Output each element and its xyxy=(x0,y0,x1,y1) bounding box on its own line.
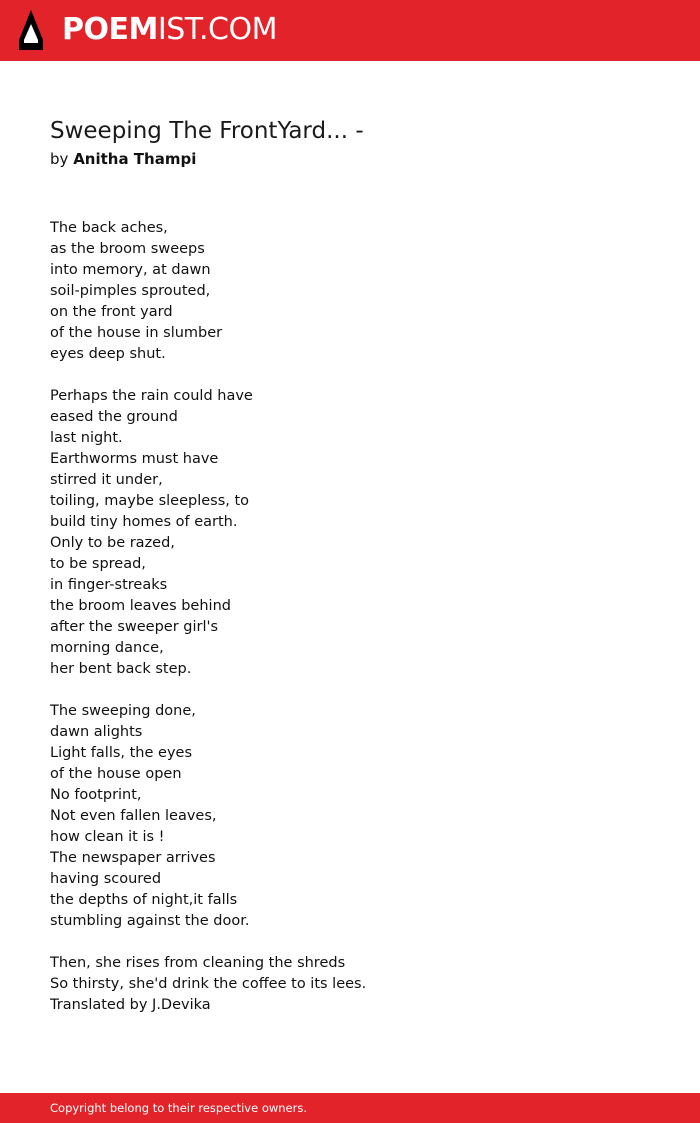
poem-line: of the house in slumber xyxy=(50,325,223,341)
poem-line: Light falls, the eyes xyxy=(50,745,192,761)
site-logo[interactable] xyxy=(62,12,277,48)
poem-line: of the house open xyxy=(50,766,182,782)
stanza xyxy=(50,701,650,932)
poem-line: last night. xyxy=(50,430,123,446)
poem-line: the depths of night,it falls xyxy=(50,892,238,908)
poem-line: having scoured xyxy=(50,871,162,887)
stanza xyxy=(50,218,650,365)
poem-line: toiling, maybe sleepless, to xyxy=(50,493,250,509)
poem-line: to be spread, xyxy=(50,556,146,572)
poem-line: So thirsty, she'd drink the coffee to its lees. xyxy=(50,976,367,992)
poem-line: as the broom sweeps xyxy=(50,241,205,257)
poem-line: Only to be razed, xyxy=(50,535,175,551)
pencil-icon[interactable] xyxy=(18,10,44,52)
poem-line: stumbling against the door. xyxy=(50,913,250,929)
logo-text-light: IST.COM xyxy=(157,12,277,47)
poem-line: The newspaper arrives xyxy=(50,850,216,866)
poem-line: The back aches, xyxy=(50,220,168,236)
poem-body xyxy=(50,218,650,1037)
poem-line: after the sweeper girl's xyxy=(50,619,219,635)
poem-line: her bent back step. xyxy=(50,661,192,677)
by-label: by xyxy=(50,150,69,168)
author-name[interactable]: Anitha Thampi xyxy=(73,150,197,168)
poem-title: Sweeping The FrontYard... - xyxy=(50,118,364,144)
poem-line: morning dance, xyxy=(50,640,164,656)
site-header xyxy=(0,0,700,61)
poem-line: eyes deep shut. xyxy=(50,346,166,362)
poem-line: in finger-streaks xyxy=(50,577,168,593)
poem-line: Then, she rises from cleaning the shreds xyxy=(50,955,346,971)
poem-line: Perhaps the rain could have xyxy=(50,388,253,404)
poem-line: build tiny homes of earth. xyxy=(50,514,238,530)
copyright-text: Copyright belong to their respective owners. xyxy=(50,1101,308,1115)
site-footer xyxy=(0,1093,700,1123)
logo-text-bold: POEM xyxy=(62,12,158,47)
poem-line: The sweeping done, xyxy=(50,703,196,719)
poem-line: dawn alights xyxy=(50,724,143,740)
poem-line: eased the ground xyxy=(50,409,178,425)
poem-line: Earthworms must have xyxy=(50,451,219,467)
poem-line: the broom leaves behind xyxy=(50,598,231,614)
poem-line: Not even fallen leaves, xyxy=(50,808,217,824)
poem-line: soil-pimples sprouted, xyxy=(50,283,211,299)
stanza xyxy=(50,386,650,680)
byline xyxy=(50,148,196,170)
poem-line: stirred it under, xyxy=(50,472,163,488)
poem-line: how clean it is ! xyxy=(50,829,165,845)
poem-line: into memory, at dawn xyxy=(50,262,211,278)
poem-line: Translated by J.Devika xyxy=(50,997,211,1013)
poem-line: No footprint, xyxy=(50,787,142,803)
poem-line: on the front yard xyxy=(50,304,173,320)
stanza xyxy=(50,953,650,1016)
